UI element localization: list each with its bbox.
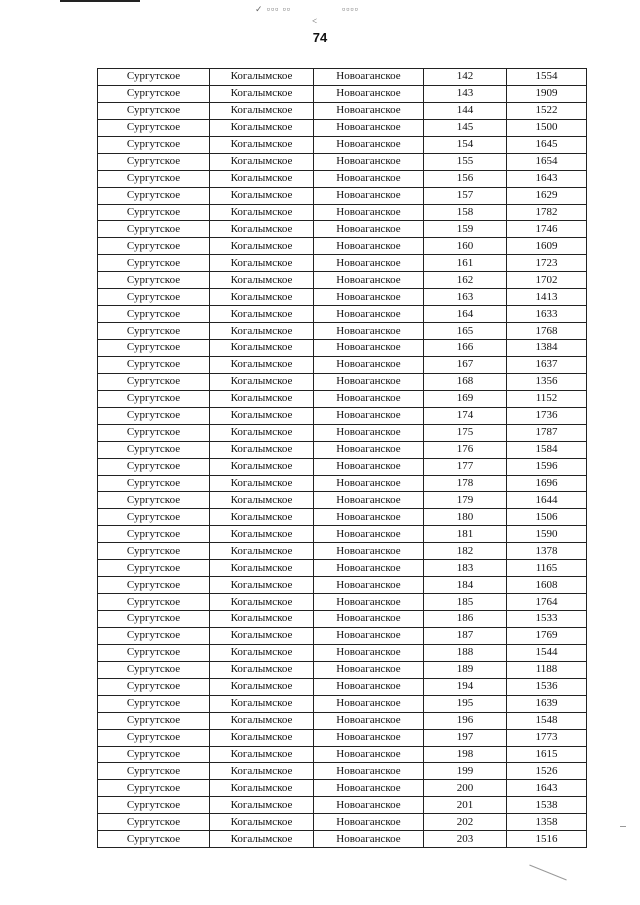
scan-edge-mark	[60, 0, 140, 2]
field-cell: Когалымское	[210, 441, 314, 458]
field-cell: Когалымское	[210, 831, 314, 848]
value-cell: 1645	[507, 136, 587, 153]
number-cell: 182	[424, 543, 507, 560]
table-row	[98, 390, 587, 407]
region-cell: Сургутское	[98, 238, 210, 255]
number-cell: 199	[424, 763, 507, 780]
field-cell: Когалымское	[210, 763, 314, 780]
deposit-cell: Новоаганское	[314, 814, 424, 831]
value-cell: 1702	[507, 272, 587, 289]
number-cell: 183	[424, 560, 507, 577]
deposit-cell: Новоаганское	[314, 407, 424, 424]
number-cell: 187	[424, 627, 507, 644]
table-row	[98, 763, 587, 780]
number-cell: 143	[424, 85, 507, 102]
deposit-cell: Новоаганское	[314, 594, 424, 611]
number-cell: 202	[424, 814, 507, 831]
value-cell: 1768	[507, 323, 587, 340]
value-cell: 1787	[507, 424, 587, 441]
table-row	[98, 221, 587, 238]
deposit-cell: Новоаганское	[314, 69, 424, 86]
value-cell: 1639	[507, 695, 587, 712]
number-cell: 180	[424, 509, 507, 526]
value-cell: 1413	[507, 289, 587, 306]
deposit-cell: Новоаганское	[314, 102, 424, 119]
table-row	[98, 594, 587, 611]
number-cell: 161	[424, 255, 507, 272]
table-row	[98, 69, 587, 86]
field-cell: Когалымское	[210, 255, 314, 272]
number-cell: 164	[424, 306, 507, 323]
number-cell: 166	[424, 340, 507, 357]
deposit-cell: Новоаганское	[314, 712, 424, 729]
region-cell: Сургутское	[98, 221, 210, 238]
value-cell: 1633	[507, 306, 587, 323]
region-cell: Сургутское	[98, 153, 210, 170]
number-cell: 188	[424, 644, 507, 661]
table-row	[98, 170, 587, 187]
table-row	[98, 102, 587, 119]
value-cell: 1629	[507, 187, 587, 204]
deposit-cell: Новоаганское	[314, 746, 424, 763]
table-row	[98, 831, 587, 848]
deposit-cell: Новоаганское	[314, 204, 424, 221]
field-cell: Когалымское	[210, 407, 314, 424]
value-cell: 1188	[507, 661, 587, 678]
number-cell: 154	[424, 136, 507, 153]
value-cell: 1782	[507, 204, 587, 221]
deposit-cell: Новоаганское	[314, 289, 424, 306]
table-row	[98, 119, 587, 136]
deposit-cell: Новоаганское	[314, 831, 424, 848]
region-cell: Сургутское	[98, 746, 210, 763]
table-row	[98, 543, 587, 560]
region-cell: Сургутское	[98, 712, 210, 729]
deposit-cell: Новоаганское	[314, 509, 424, 526]
table-row	[98, 306, 587, 323]
value-cell: 1548	[507, 712, 587, 729]
value-cell: 1516	[507, 831, 587, 848]
region-cell: Сургутское	[98, 577, 210, 594]
region-cell: Сургутское	[98, 340, 210, 357]
field-cell: Когалымское	[210, 390, 314, 407]
region-cell: Сургутское	[98, 763, 210, 780]
field-cell: Когалымское	[210, 85, 314, 102]
deposit-cell: Новоаганское	[314, 272, 424, 289]
region-cell: Сургутское	[98, 272, 210, 289]
value-cell: 1165	[507, 560, 587, 577]
handwritten-mark: ▫▫▫▫	[342, 4, 359, 14]
table-row	[98, 611, 587, 628]
region-cell: Сургутское	[98, 407, 210, 424]
field-cell: Когалымское	[210, 797, 314, 814]
field-cell: Когалымское	[210, 187, 314, 204]
region-cell: Сургутское	[98, 695, 210, 712]
table-row	[98, 238, 587, 255]
field-cell: Когалымское	[210, 153, 314, 170]
region-cell: Сургутское	[98, 204, 210, 221]
table-row	[98, 661, 587, 678]
number-cell: 196	[424, 712, 507, 729]
table-body	[98, 69, 587, 848]
deposit-cell: Новоаганское	[314, 661, 424, 678]
field-cell: Когалымское	[210, 119, 314, 136]
field-cell: Когалымское	[210, 814, 314, 831]
deposit-cell: Новоаганское	[314, 187, 424, 204]
field-cell: Когалымское	[210, 695, 314, 712]
table-row	[98, 797, 587, 814]
registry-table	[97, 68, 587, 848]
deposit-cell: Новоаганское	[314, 306, 424, 323]
number-cell: 201	[424, 797, 507, 814]
deposit-cell: Новоаганское	[314, 458, 424, 475]
number-cell: 175	[424, 424, 507, 441]
table-row	[98, 644, 587, 661]
number-cell: 184	[424, 577, 507, 594]
value-cell: 1615	[507, 746, 587, 763]
table-row	[98, 153, 587, 170]
field-cell: Когалымское	[210, 69, 314, 86]
field-cell: Когалымское	[210, 272, 314, 289]
table-row	[98, 136, 587, 153]
table-row	[98, 526, 587, 543]
field-cell: Когалымское	[210, 644, 314, 661]
deposit-cell: Новоаганское	[314, 627, 424, 644]
region-cell: Сургутское	[98, 170, 210, 187]
tick-mark: <	[312, 16, 319, 26]
value-cell: 1769	[507, 627, 587, 644]
deposit-cell: Новоаганское	[314, 475, 424, 492]
field-cell: Когалымское	[210, 170, 314, 187]
field-cell: Когалымское	[210, 661, 314, 678]
field-cell: Когалымское	[210, 712, 314, 729]
field-cell: Когалымское	[210, 238, 314, 255]
table-row	[98, 424, 587, 441]
field-cell: Когалымское	[210, 492, 314, 509]
deposit-cell: Новоаганское	[314, 695, 424, 712]
field-cell: Когалымское	[210, 221, 314, 238]
deposit-cell: Новоаганское	[314, 577, 424, 594]
region-cell: Сургутское	[98, 611, 210, 628]
field-cell: Когалымское	[210, 306, 314, 323]
number-cell: 144	[424, 102, 507, 119]
number-cell: 156	[424, 170, 507, 187]
field-cell: Когалымское	[210, 560, 314, 577]
field-cell: Когалымское	[210, 594, 314, 611]
number-cell: 168	[424, 373, 507, 390]
number-cell: 160	[424, 238, 507, 255]
table-row	[98, 323, 587, 340]
value-cell: 1909	[507, 85, 587, 102]
value-cell: 1554	[507, 69, 587, 86]
value-cell: 1644	[507, 492, 587, 509]
scan-speck	[620, 826, 626, 827]
region-cell: Сургутское	[98, 255, 210, 272]
field-cell: Когалымское	[210, 323, 314, 340]
value-cell: 1500	[507, 119, 587, 136]
region-cell: Сургутское	[98, 644, 210, 661]
deposit-cell: Новоаганское	[314, 255, 424, 272]
table-row	[98, 441, 587, 458]
number-cell: 174	[424, 407, 507, 424]
deposit-cell: Новоаганское	[314, 85, 424, 102]
deposit-cell: Новоаганское	[314, 340, 424, 357]
table-row	[98, 255, 587, 272]
field-cell: Когалымское	[210, 729, 314, 746]
handwritten-mark: ✓ ▫▫▫ ▫▫	[255, 4, 291, 14]
table-row	[98, 560, 587, 577]
deposit-cell: Новоаганское	[314, 390, 424, 407]
region-cell: Сургутское	[98, 526, 210, 543]
deposit-cell: Новоаганское	[314, 763, 424, 780]
region-cell: Сургутское	[98, 678, 210, 695]
table-row	[98, 373, 587, 390]
value-cell: 1746	[507, 221, 587, 238]
table-row	[98, 729, 587, 746]
value-cell: 1773	[507, 729, 587, 746]
deposit-cell: Новоаганское	[314, 729, 424, 746]
table-row	[98, 272, 587, 289]
number-cell: 185	[424, 594, 507, 611]
table-row	[98, 340, 587, 357]
table-row	[98, 289, 587, 306]
region-cell: Сургутское	[98, 814, 210, 831]
number-cell: 157	[424, 187, 507, 204]
table-row	[98, 458, 587, 475]
number-cell: 177	[424, 458, 507, 475]
value-cell: 1608	[507, 577, 587, 594]
field-cell: Когалымское	[210, 204, 314, 221]
deposit-cell: Новоаганское	[314, 780, 424, 797]
deposit-cell: Новоаганское	[314, 678, 424, 695]
number-cell: 167	[424, 356, 507, 373]
value-cell: 1596	[507, 458, 587, 475]
field-cell: Когалымское	[210, 611, 314, 628]
region-cell: Сургутское	[98, 85, 210, 102]
value-cell: 1590	[507, 526, 587, 543]
region-cell: Сургутское	[98, 441, 210, 458]
deposit-cell: Новоаганское	[314, 797, 424, 814]
value-cell: 1584	[507, 441, 587, 458]
number-cell: 200	[424, 780, 507, 797]
table-row	[98, 85, 587, 102]
value-cell: 1378	[507, 543, 587, 560]
table-row	[98, 509, 587, 526]
region-cell: Сургутское	[98, 102, 210, 119]
field-cell: Когалымское	[210, 577, 314, 594]
number-cell: 162	[424, 272, 507, 289]
value-cell: 1544	[507, 644, 587, 661]
deposit-cell: Новоаганское	[314, 424, 424, 441]
value-cell: 1536	[507, 678, 587, 695]
deposit-cell: Новоаганское	[314, 221, 424, 238]
scan-streak	[529, 865, 566, 881]
table-row	[98, 746, 587, 763]
value-cell: 1723	[507, 255, 587, 272]
field-cell: Когалымское	[210, 458, 314, 475]
region-cell: Сургутское	[98, 306, 210, 323]
page-number: 74	[312, 30, 328, 45]
table-row	[98, 356, 587, 373]
deposit-cell: Новоаганское	[314, 323, 424, 340]
value-cell: 1643	[507, 780, 587, 797]
deposit-cell: Новоаганское	[314, 356, 424, 373]
deposit-cell: Новоаганское	[314, 153, 424, 170]
table-row	[98, 204, 587, 221]
number-cell: 169	[424, 390, 507, 407]
field-cell: Когалымское	[210, 780, 314, 797]
value-cell: 1764	[507, 594, 587, 611]
field-cell: Когалымское	[210, 136, 314, 153]
value-cell: 1533	[507, 611, 587, 628]
table-row	[98, 627, 587, 644]
region-cell: Сургутское	[98, 509, 210, 526]
value-cell: 1538	[507, 797, 587, 814]
table-row	[98, 475, 587, 492]
number-cell: 145	[424, 119, 507, 136]
table-row	[98, 678, 587, 695]
number-cell: 176	[424, 441, 507, 458]
deposit-cell: Новоаганское	[314, 492, 424, 509]
number-cell: 189	[424, 661, 507, 678]
deposit-cell: Новоаганское	[314, 560, 424, 577]
deposit-cell: Новоаганское	[314, 373, 424, 390]
deposit-cell: Новоаганское	[314, 238, 424, 255]
region-cell: Сургутское	[98, 119, 210, 136]
region-cell: Сургутское	[98, 661, 210, 678]
number-cell: 181	[424, 526, 507, 543]
number-cell: 163	[424, 289, 507, 306]
number-cell: 142	[424, 69, 507, 86]
number-cell: 179	[424, 492, 507, 509]
number-cell: 159	[424, 221, 507, 238]
table-row	[98, 814, 587, 831]
deposit-cell: Новоаганское	[314, 644, 424, 661]
field-cell: Когалымское	[210, 543, 314, 560]
region-cell: Сургутское	[98, 780, 210, 797]
field-cell: Когалымское	[210, 627, 314, 644]
field-cell: Когалымское	[210, 526, 314, 543]
value-cell: 1609	[507, 238, 587, 255]
number-cell: 165	[424, 323, 507, 340]
region-cell: Сургутское	[98, 289, 210, 306]
region-cell: Сургутское	[98, 627, 210, 644]
table-row	[98, 187, 587, 204]
region-cell: Сургутское	[98, 594, 210, 611]
deposit-cell: Новоаганское	[314, 170, 424, 187]
field-cell: Когалымское	[210, 678, 314, 695]
region-cell: Сургутское	[98, 356, 210, 373]
deposit-cell: Новоаганское	[314, 441, 424, 458]
field-cell: Когалымское	[210, 509, 314, 526]
region-cell: Сургутское	[98, 797, 210, 814]
region-cell: Сургутское	[98, 323, 210, 340]
table-row	[98, 695, 587, 712]
table-row	[98, 492, 587, 509]
number-cell: 186	[424, 611, 507, 628]
value-cell: 1522	[507, 102, 587, 119]
number-cell: 197	[424, 729, 507, 746]
field-cell: Когалымское	[210, 289, 314, 306]
region-cell: Сургутское	[98, 69, 210, 86]
region-cell: Сургутское	[98, 373, 210, 390]
deposit-cell: Новоаганское	[314, 611, 424, 628]
value-cell: 1506	[507, 509, 587, 526]
field-cell: Когалымское	[210, 746, 314, 763]
region-cell: Сургутское	[98, 424, 210, 441]
number-cell: 158	[424, 204, 507, 221]
region-cell: Сургутское	[98, 492, 210, 509]
deposit-cell: Новоаганское	[314, 526, 424, 543]
number-cell: 178	[424, 475, 507, 492]
field-cell: Когалымское	[210, 102, 314, 119]
field-cell: Когалымское	[210, 424, 314, 441]
field-cell: Когалымское	[210, 340, 314, 357]
number-cell: 198	[424, 746, 507, 763]
field-cell: Когалымское	[210, 356, 314, 373]
value-cell: 1358	[507, 814, 587, 831]
value-cell: 1526	[507, 763, 587, 780]
region-cell: Сургутское	[98, 475, 210, 492]
deposit-cell: Новоаганское	[314, 543, 424, 560]
region-cell: Сургутское	[98, 187, 210, 204]
region-cell: Сургутское	[98, 458, 210, 475]
value-cell: 1643	[507, 170, 587, 187]
number-cell: 203	[424, 831, 507, 848]
table-row	[98, 577, 587, 594]
value-cell: 1736	[507, 407, 587, 424]
deposit-cell: Новоаганское	[314, 119, 424, 136]
region-cell: Сургутское	[98, 560, 210, 577]
region-cell: Сургутское	[98, 136, 210, 153]
value-cell: 1356	[507, 373, 587, 390]
value-cell: 1696	[507, 475, 587, 492]
region-cell: Сургутское	[98, 390, 210, 407]
number-cell: 194	[424, 678, 507, 695]
table-row	[98, 407, 587, 424]
number-cell: 155	[424, 153, 507, 170]
deposit-cell: Новоаганское	[314, 136, 424, 153]
region-cell: Сургутское	[98, 729, 210, 746]
value-cell: 1384	[507, 340, 587, 357]
value-cell: 1152	[507, 390, 587, 407]
value-cell: 1637	[507, 356, 587, 373]
number-cell: 195	[424, 695, 507, 712]
region-cell: Сургутское	[98, 831, 210, 848]
region-cell: Сургутское	[98, 543, 210, 560]
field-cell: Когалымское	[210, 373, 314, 390]
value-cell: 1654	[507, 153, 587, 170]
table-row	[98, 712, 587, 729]
field-cell: Когалымское	[210, 475, 314, 492]
table-row	[98, 780, 587, 797]
